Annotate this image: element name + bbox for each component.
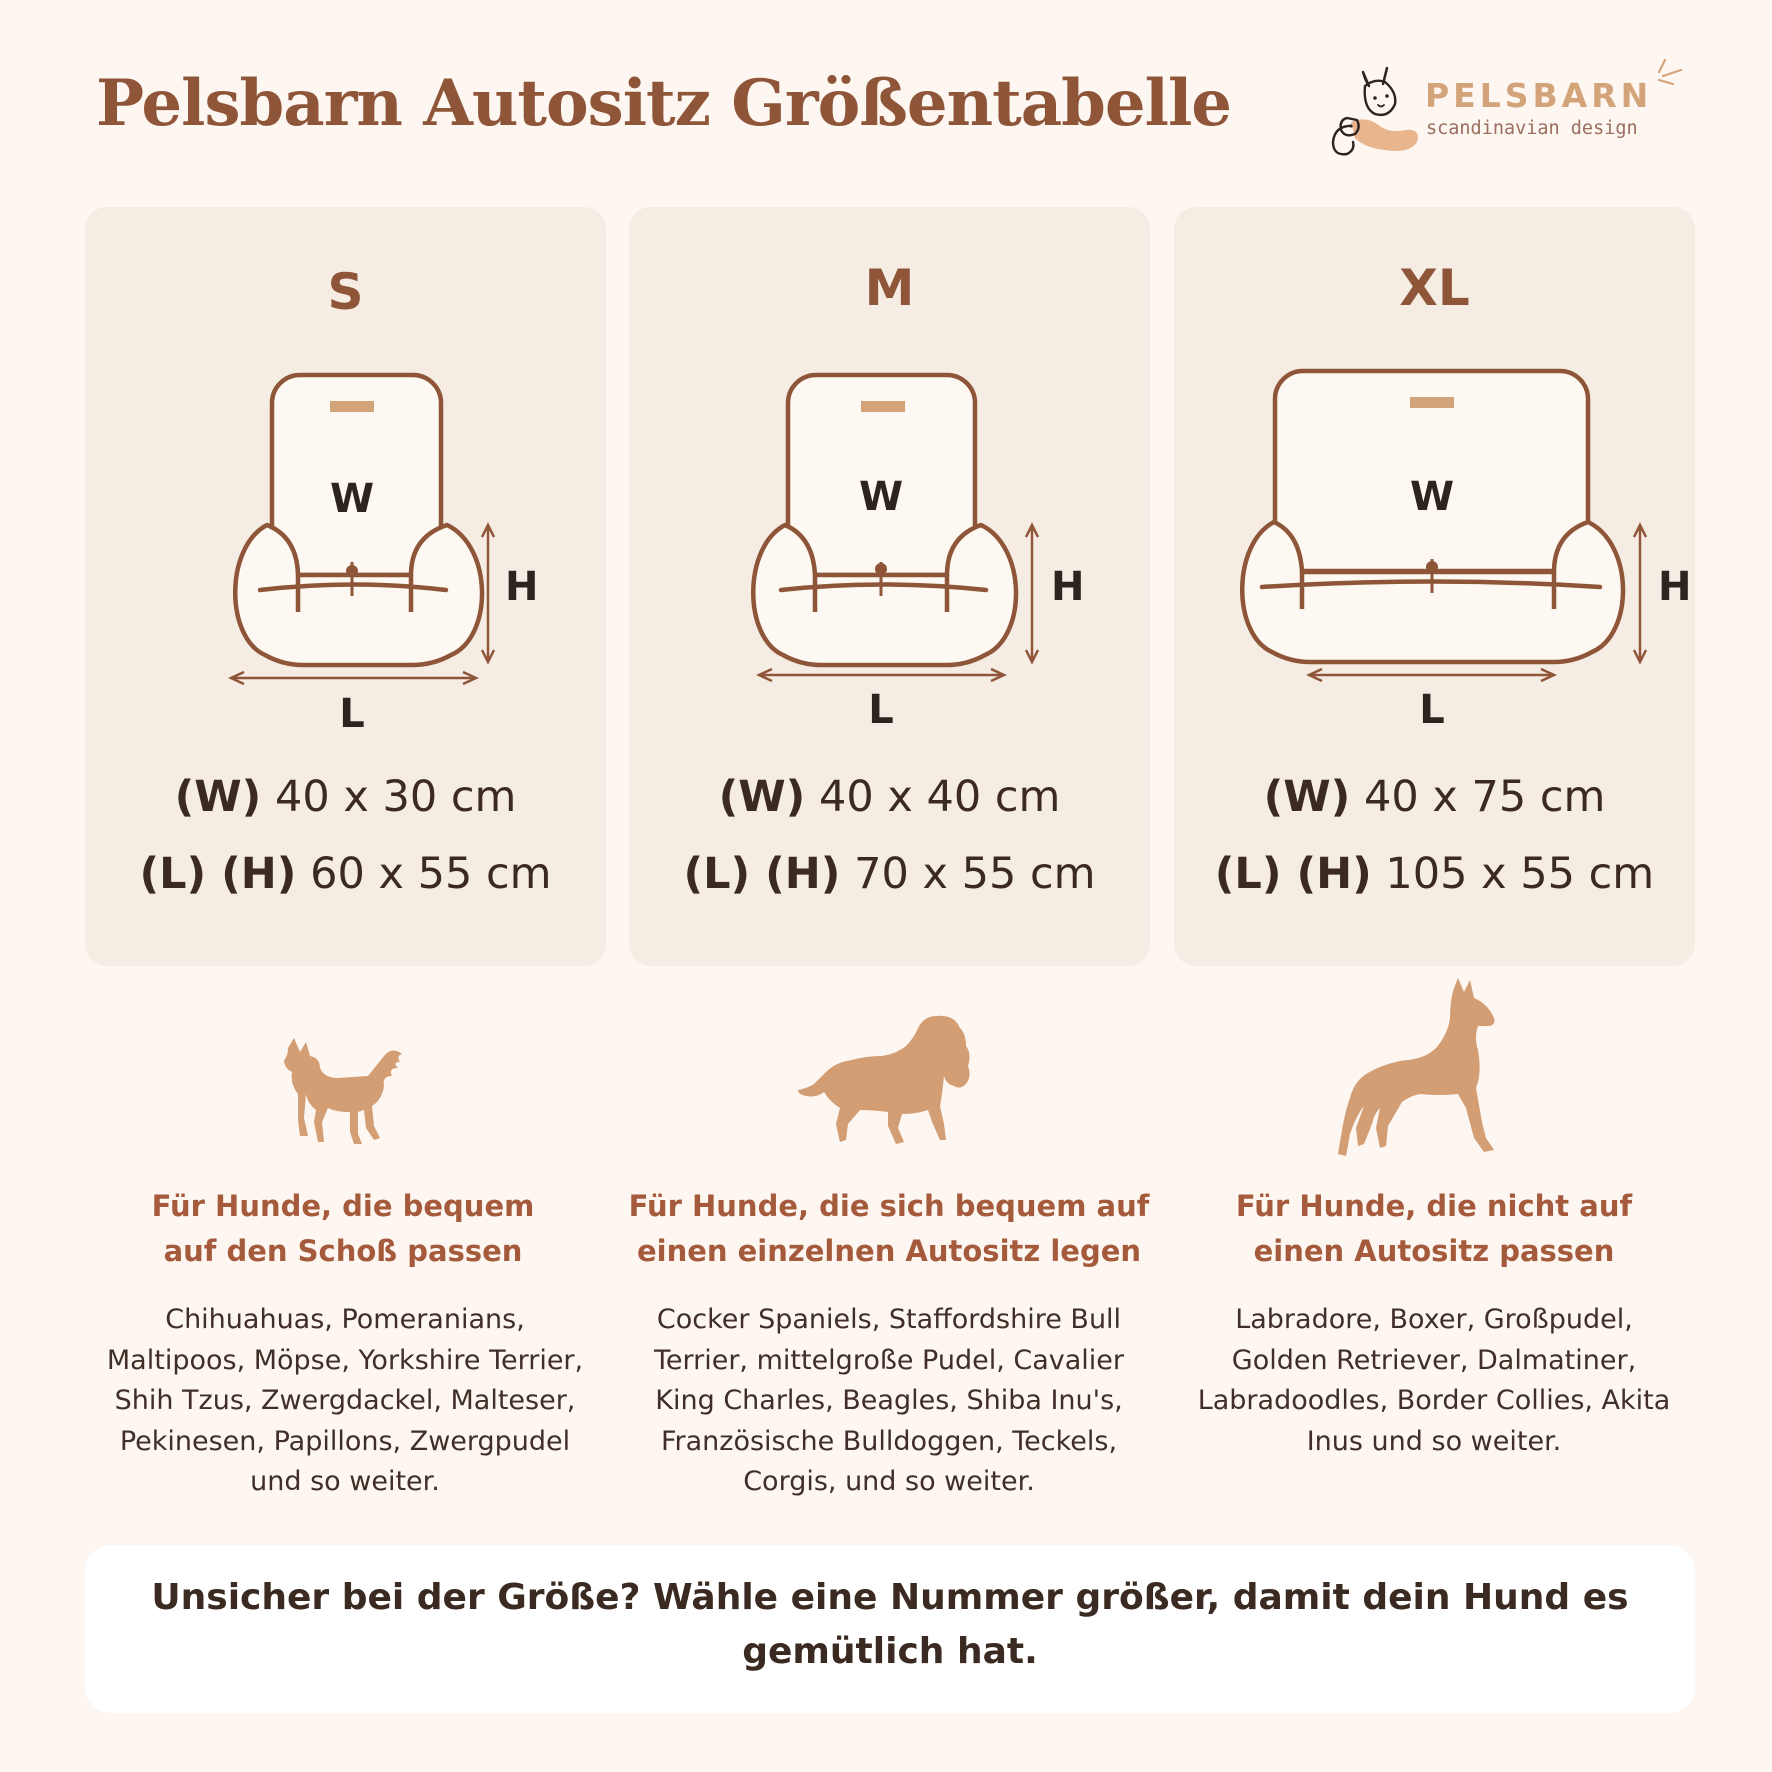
note-line: gemütlich hat. — [742, 1631, 1038, 1672]
size-label: S — [327, 263, 364, 321]
dimension-width — [629, 772, 1150, 822]
shepherd-icon — [1330, 978, 1534, 1156]
diagram-length-label: L — [339, 691, 365, 737]
dimension-width-keys: (W) — [174, 772, 262, 822]
size-card-s — [85, 207, 606, 966]
diagram-length-label: L — [1419, 687, 1445, 733]
diagram-height-label: H — [505, 564, 539, 610]
breed-line: Corgis, und so weiter. — [743, 1466, 1035, 1497]
size-card-xl — [1174, 207, 1695, 966]
size-s-breeds — [80, 1300, 610, 1503]
dimension-length-height — [85, 849, 606, 899]
sparkle-icon — [1655, 58, 1685, 88]
dimension-lh-value: 70 x 55 cm — [854, 849, 1096, 899]
dimension-length-height — [629, 849, 1150, 899]
breed-line: Golden Retriever, Dalmatiner, — [1231, 1344, 1637, 1376]
size-label: XL — [1399, 259, 1470, 317]
size-s-heading — [63, 1184, 623, 1274]
logo-name: PELSBARN — [1425, 76, 1653, 115]
size-label: M — [864, 259, 915, 317]
page-title: Pelsbarn Autositz Größentabelle — [96, 66, 1231, 141]
heading-line: einen Autositz passen — [1253, 1234, 1615, 1268]
breed-line: Terrier, mittelgroße Pudel, Cavalier — [653, 1344, 1125, 1376]
breed-line: Labradoodles, Border Collies, Akita — [1197, 1385, 1671, 1416]
logo-tagline: scandinavian design — [1426, 118, 1638, 139]
breed-line: Maltipoos, Möpse, Yorkshire Terrier, — [106, 1344, 584, 1376]
diagram-width-label: W — [859, 474, 904, 520]
note-line: Unsicher bei der Größe? Wähle eine Nummer größer, damit dein Hund es — [151, 1577, 1629, 1618]
heading-line: Für Hunde, die bequem — [151, 1189, 535, 1223]
chihuahua-icon — [280, 1038, 410, 1154]
spaniel-icon — [796, 1014, 981, 1156]
diagram-height-label: H — [1658, 564, 1692, 610]
breed-line: Shih Tzus, Zwergdackel, Malteser, — [114, 1385, 576, 1416]
dimension-length-height — [1174, 849, 1695, 899]
size-m-heading — [609, 1184, 1169, 1274]
diagram-height-label: H — [1051, 564, 1085, 610]
dimension-width-value: 40 x 30 cm — [275, 772, 517, 822]
diagram-length-label: L — [868, 687, 894, 733]
size-advice-note — [85, 1545, 1695, 1713]
dimension-lh-keys: (L) (H) — [1214, 849, 1372, 899]
heading-line: Für Hunde, die nicht auf — [1235, 1189, 1633, 1223]
diagram-width-label: W — [330, 476, 375, 522]
breed-line: Cocker Spaniels, Staffordshire Bull — [656, 1304, 1122, 1335]
dimension-lh-keys: (L) (H) — [139, 849, 297, 899]
dimension-width-keys: (W) — [718, 772, 806, 822]
dimension-lh-value: 60 x 55 cm — [310, 849, 552, 899]
heading-line: einen einzelnen Autositz legen — [636, 1234, 1142, 1268]
heading-line: auf den Schoß passen — [163, 1234, 523, 1268]
diagram-width-label: W — [1410, 474, 1455, 520]
cat-dog-logo-icon — [1325, 58, 1425, 160]
dimension-width — [1174, 772, 1695, 822]
breed-line: und so weiter. — [250, 1466, 440, 1497]
size-xl-breeds — [1169, 1300, 1699, 1462]
note-text — [125, 1571, 1655, 1679]
dimension-width-keys: (W) — [1263, 772, 1351, 822]
logo — [1325, 58, 1685, 160]
size-xl-heading — [1154, 1184, 1714, 1274]
dimension-width-value: 40 x 40 cm — [819, 772, 1061, 822]
breed-line: Inus und so weiter. — [1306, 1425, 1562, 1457]
heading-line: Für Hunde, die sich bequem auf — [628, 1189, 1150, 1223]
dimension-lh-keys: (L) (H) — [683, 849, 841, 899]
dimension-width-value: 40 x 75 cm — [1364, 772, 1606, 822]
breed-line: Labradore, Boxer, Großpudel, — [1235, 1304, 1633, 1335]
size-m-breeds — [624, 1300, 1154, 1503]
breed-line: Französische Bulldoggen, Teckels, — [660, 1425, 1118, 1457]
dimension-width — [85, 772, 606, 822]
breed-line: Chihuahuas, Pomeranians, — [165, 1304, 525, 1335]
breed-line: Pekinesen, Papillons, Zwergpudel — [119, 1425, 571, 1457]
breed-line: King Charles, Beagles, Shiba Inu's, — [655, 1385, 1123, 1416]
dimension-lh-value: 105 x 55 cm — [1385, 849, 1655, 899]
size-card-m — [629, 207, 1150, 966]
